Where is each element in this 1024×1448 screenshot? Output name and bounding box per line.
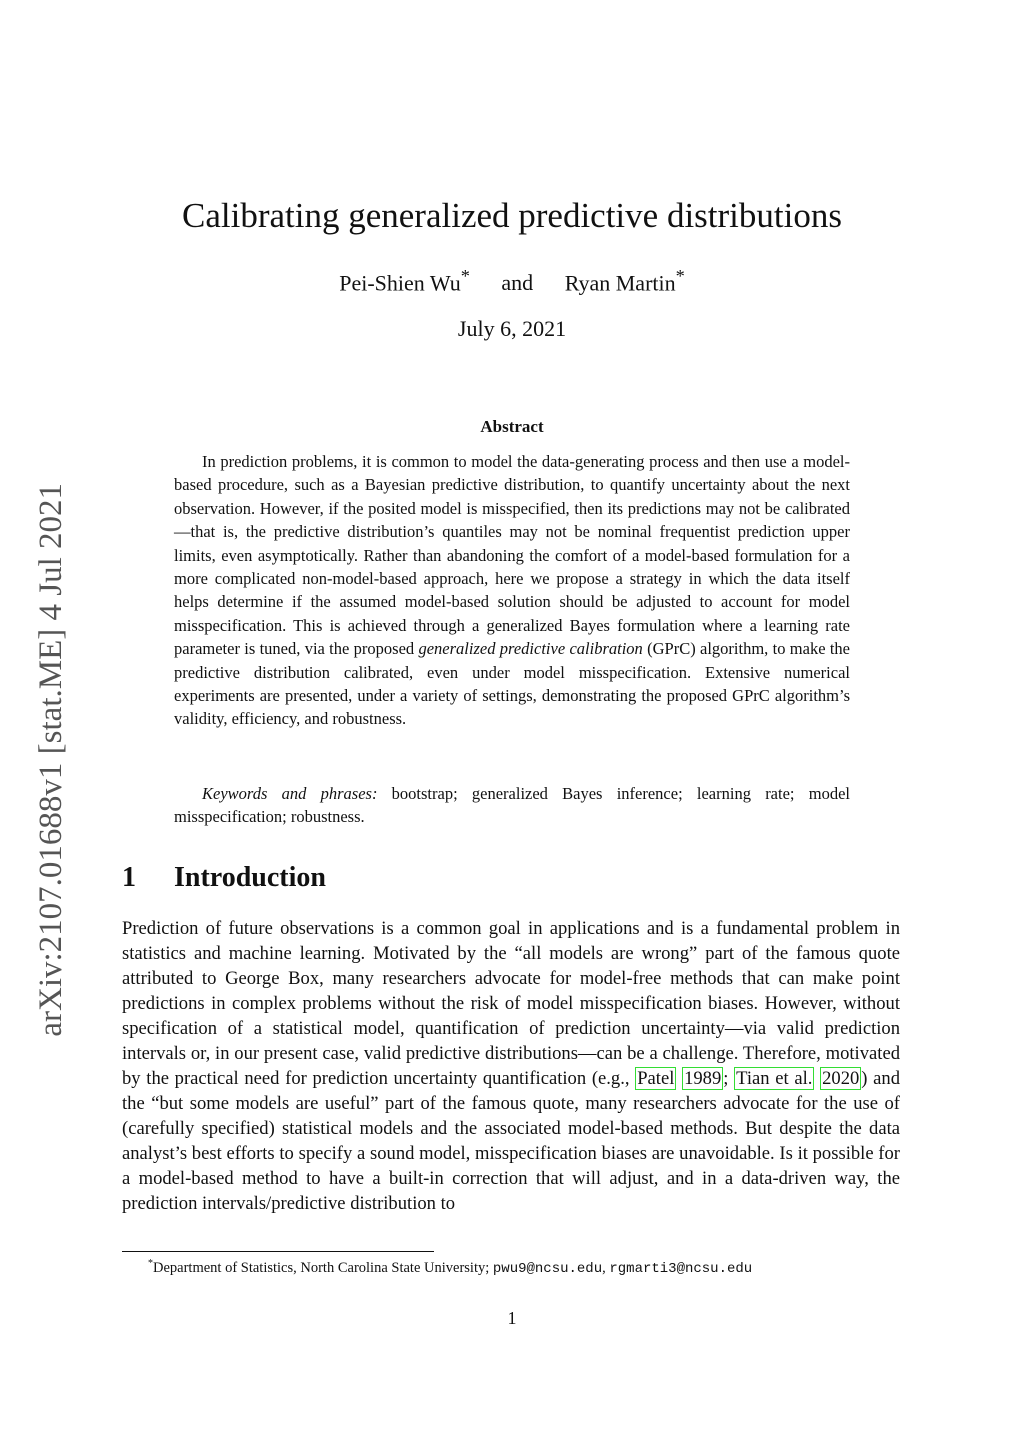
abstract-body	[174, 450, 850, 731]
keywords-list: bootstrap; generalized Bayes inference; learning rate; model misspecification; robustness.	[174, 784, 850, 827]
email-separator: ,	[602, 1259, 610, 1276]
paper-title: Calibrating generalized predictive distributions	[182, 196, 842, 235]
page-number: 1	[507, 1308, 517, 1328]
keywords-paragraph	[174, 782, 850, 829]
section-title: Introduction	[174, 862, 326, 893]
author-name: Ryan Martin	[564, 270, 676, 296]
email-link[interactable]: rgmarti3@ncsu.edu	[609, 1260, 753, 1277]
abstract-text: In prediction problems, it is common to model the data-generating process and then use a model-based procedure, such as a Bayesian predictive distribution, to quantify uncertainty about the next observation. However, if the posited model is misspecified, then its predictions may not be calibrated—that is, the predictive distribution’s quantiles may not be nominal frequentist prediction upper limits, even asymptotically. Rather than abandoning the comfort of a model-based formulation for a more complicated non-model-based approach, here we propose a strategy in which the data itself helps determine if the assumed model-based solution should be adjusted to account for model misspecification. This is achieved through a generalized Bayes formulation where a learning rate parameter is tuned, via the proposed	[174, 452, 850, 659]
footnote-affiliation: Department of Statistics, North Carolina State University;	[153, 1259, 493, 1276]
author-affiliation-mark: *	[460, 266, 470, 286]
abstract-heading: Abstract	[480, 417, 544, 436]
author-name: Pei-Shien Wu	[339, 270, 461, 296]
section-number: 1	[122, 862, 136, 893]
email-link[interactable]: pwu9@ncsu.edu	[492, 1260, 603, 1277]
abstract-text: (GPrC) algorithm, to make the predictive distribution calibrated, even under model misspecification. Extensive numerical experiments are presented, under a variety of settings, demonstrating the proposed GPrC algorithm’s validity, efficiency, and robustness.	[174, 639, 850, 729]
paper-date: July 6, 2021	[457, 316, 567, 341]
intro-text: ) and the “but some models are useful” part of the famous quote, many researchers advocate for the use of (carefully specified) statistical models and the associated model-based methods. But despite the data analyst’s best efforts to specify a sound model, misspecification biases are unavoidable. Is it possible for a model-based method to have a built-in correction that will adjust, and in a data-driven way, the prediction intervals/predictive distribution to	[122, 1068, 901, 1214]
citation-link-patel[interactable]: Patel	[637, 1068, 675, 1089]
section-heading	[122, 862, 326, 894]
citation-separator: ;	[723, 1068, 735, 1089]
arxiv-sidebar-stamp	[20, 460, 82, 1060]
footnote	[148, 1258, 752, 1277]
keywords-label: Keywords and phrases:	[202, 784, 378, 803]
intro-paragraph	[122, 916, 900, 1216]
citation-year-link-tian[interactable]: 2020	[822, 1068, 860, 1089]
citation-year-link-patel[interactable]: 1989	[684, 1068, 722, 1089]
abstract-emphasis: generalized predictive calibration	[418, 639, 643, 659]
author-affiliation-mark: *	[675, 266, 685, 286]
citation-link-tian[interactable]: Tian et al.	[736, 1068, 813, 1089]
arxiv-identifier: arXiv:2107.01688v1 [stat.ME] 4 Jul 2021	[32, 483, 69, 1037]
intro-text: Prediction of future observations is a common goal in applications and is a fundamental problem in statistics and machine learning. Motivated by the “all models are wrong” part of the famous quote attributed to George Box, many researchers advocate for model-free methods that can make point predictions in complex problems without the risk of model misspecification biases. However, without specification of a statistical model, quantification of prediction uncertainty—via valid prediction intervals or, in our present case, valid predictive distributions—can be a challenge. Therefore, motivated by the practical need for prediction uncertainty quantification (e.g.,	[122, 918, 900, 1089]
author-list	[120, 266, 904, 296]
author-separator: and	[501, 270, 534, 296]
footnote-mark: *	[148, 1258, 153, 1269]
footnote-divider	[122, 1251, 434, 1252]
